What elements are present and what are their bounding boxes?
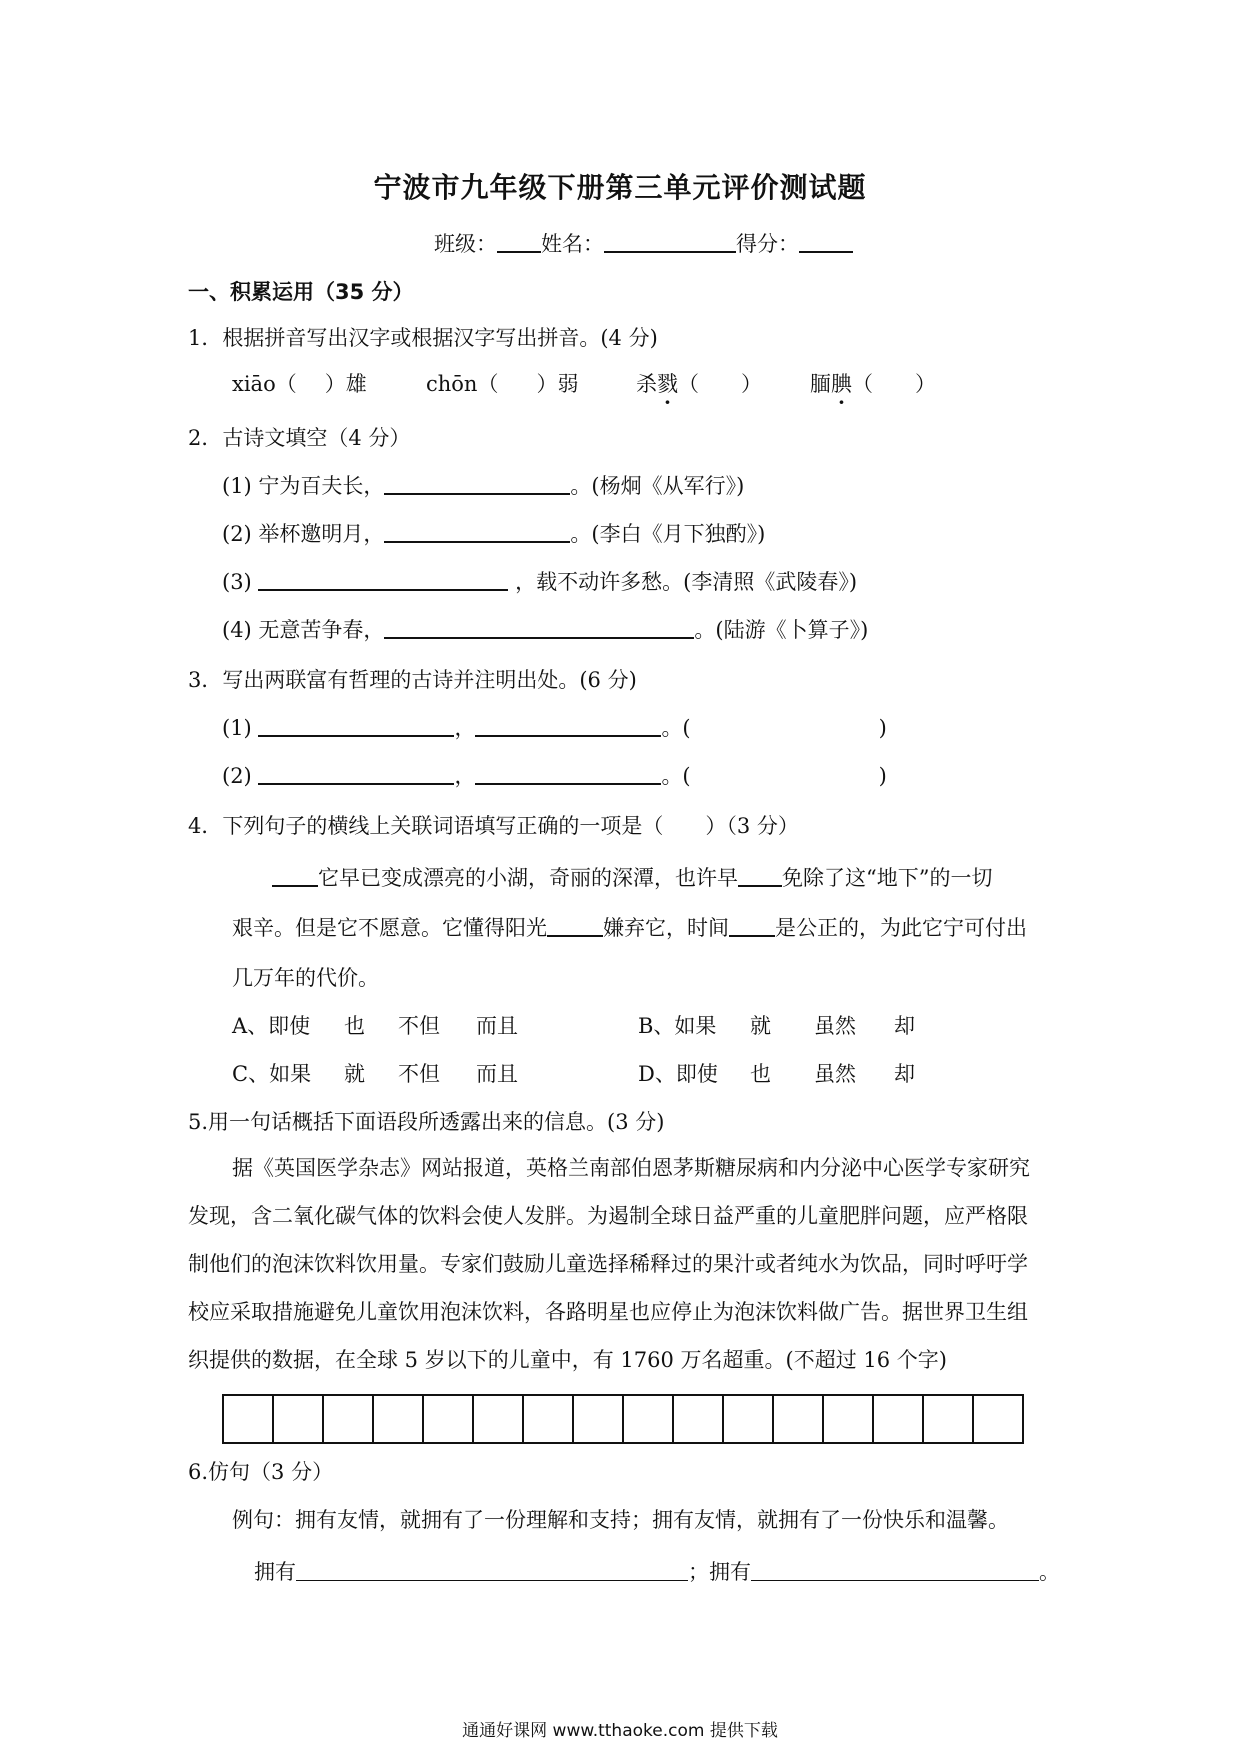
answer-box[interactable] bbox=[774, 1396, 824, 1442]
q1-item-4: 腼腆（ ） bbox=[810, 372, 936, 396]
name-label: 姓名： bbox=[541, 232, 604, 256]
choice-c[interactable]: C、如果 就 不但 而且 bbox=[232, 1062, 518, 1086]
blank[interactable] bbox=[475, 763, 661, 785]
answer-box-grid bbox=[222, 1394, 1024, 1444]
answer-box[interactable] bbox=[674, 1396, 724, 1442]
question-2: 2．古诗文填空（4 分） bbox=[188, 426, 411, 450]
question-3: 3．写出两联富有哲理的古诗并注明出处。(6 分) bbox=[188, 668, 637, 692]
blank[interactable] bbox=[547, 915, 603, 937]
q4-passage-line-1: 它早已变成漂亮的小湖，奇丽的深潭，也许早 免除了这“地下”的一切 bbox=[272, 862, 992, 892]
blank[interactable] bbox=[729, 915, 775, 937]
answer-box[interactable] bbox=[374, 1396, 424, 1442]
q2-line-2: (2) 举杯邀明月， 。(李白《月下独酌》) bbox=[222, 522, 766, 546]
answer-box[interactable] bbox=[224, 1396, 274, 1442]
answer-box[interactable] bbox=[974, 1396, 1022, 1442]
name-field[interactable] bbox=[604, 231, 736, 253]
blank[interactable] bbox=[258, 569, 508, 591]
question-6: 6.仿句（3 分） bbox=[188, 1460, 334, 1484]
blank[interactable] bbox=[296, 1560, 688, 1581]
q1-item-2: chōn（ ）弱 bbox=[426, 372, 579, 396]
answer-box[interactable] bbox=[924, 1396, 974, 1442]
choice-b[interactable]: B、如果 就 虽然 却 bbox=[638, 1014, 915, 1038]
q6-example: 例句：拥有友情，就拥有了一份理解和支持；拥有友情，就拥有了一份快乐和温馨。 bbox=[232, 1508, 1009, 1532]
q4-passage-line-2: 艰辛。但是它不愿意。它懂得阳光 嫌弃它，时间 是公正的，为此它宁可付出 bbox=[232, 916, 1027, 940]
section-heading: 一、积累运用（35 分） bbox=[188, 280, 414, 304]
student-info-line bbox=[434, 228, 853, 258]
q1-item-1: xiāo（ ）雄 bbox=[232, 372, 367, 396]
answer-box[interactable] bbox=[274, 1396, 324, 1442]
answer-box[interactable] bbox=[424, 1396, 474, 1442]
choice-a[interactable]: A、即使 也 不但 而且 bbox=[232, 1014, 518, 1038]
blank[interactable] bbox=[258, 763, 454, 785]
answer-box[interactable] bbox=[524, 1396, 574, 1442]
q5-passage-line: 发现，含二氧化碳气体的饮料会使人发胖。为遏制全球日益严重的儿童肥胖问题，应严格限 bbox=[188, 1204, 1028, 1228]
q3-line-2: (2) ， 。( ) bbox=[222, 764, 887, 788]
question-1: 1．根据拼音写出汉字或根据汉字写出拼音。(4 分) bbox=[188, 326, 658, 350]
blank[interactable] bbox=[272, 865, 318, 887]
answer-box[interactable] bbox=[624, 1396, 674, 1442]
q2-line-4: (4) 无意苦争春， 。(陆游《卜算子》) bbox=[222, 618, 869, 642]
blank[interactable] bbox=[384, 521, 570, 543]
q4-passage-line-3: 几万年的代价。 bbox=[232, 966, 379, 990]
blank[interactable] bbox=[475, 715, 661, 737]
answer-box[interactable] bbox=[474, 1396, 524, 1442]
answer-box[interactable] bbox=[874, 1396, 924, 1442]
q5-passage-line: 据《英国医学杂志》网站报道，英格兰南部伯恩茅斯糖尿病和内分泌中心医学专家研究 bbox=[232, 1156, 1030, 1180]
blank[interactable] bbox=[258, 715, 454, 737]
choice-d[interactable]: D、即使 也 虽然 却 bbox=[638, 1062, 915, 1086]
q2-line-1: (1) 宁为百夫长， 。(杨炯《从军行》) bbox=[222, 474, 745, 498]
score-field[interactable] bbox=[799, 231, 853, 253]
answer-box[interactable] bbox=[824, 1396, 874, 1442]
answer-box[interactable] bbox=[324, 1396, 374, 1442]
q5-passage-line: 织提供的数据，在全球 5 岁以下的儿童中，有 1760 万名超重。(不超过 16 个字) bbox=[188, 1348, 947, 1372]
q5-passage-line: 制他们的泡沫饮料饮用量。专家们鼓励儿童选择稀释过的果汁或者纯水为饮品，同时呼吁学 bbox=[188, 1252, 1028, 1276]
blank[interactable] bbox=[384, 473, 570, 495]
score-label: 得分： bbox=[736, 232, 799, 256]
blank[interactable] bbox=[384, 617, 694, 639]
page-title: 宁波市九年级下册第三单元评价测试题 bbox=[373, 171, 867, 204]
q2-line-3: (3) ，载不动许多愁。(李清照《武陵春》) bbox=[222, 570, 858, 594]
question-5: 5.用一句话概括下面语段所透露出来的信息。(3 分) bbox=[188, 1110, 665, 1134]
q1-item-3: 杀戮（ ） bbox=[636, 372, 762, 396]
q3-line-1: (1) ， 。( ) bbox=[222, 716, 887, 740]
answer-box[interactable] bbox=[724, 1396, 774, 1442]
footer-credit: 通通好课网 www.tthaoke.com 提供下载 bbox=[462, 1721, 778, 1741]
q6-fill-line: 拥有 ；拥有 。 bbox=[254, 1560, 1060, 1584]
class-label: 班级： bbox=[434, 232, 497, 256]
blank[interactable] bbox=[751, 1560, 1039, 1581]
q5-passage-line: 校应采取措施避免儿童饮用泡沫饮料，各路明星也应停止为泡沫饮料做广告。据世界卫生组 bbox=[188, 1300, 1028, 1324]
class-field[interactable] bbox=[497, 231, 541, 253]
blank[interactable] bbox=[738, 865, 782, 887]
answer-box[interactable] bbox=[574, 1396, 624, 1442]
question-4: 4．下列句子的横线上关联词语填写正确的一项是（ ）（3 分） bbox=[188, 814, 799, 838]
